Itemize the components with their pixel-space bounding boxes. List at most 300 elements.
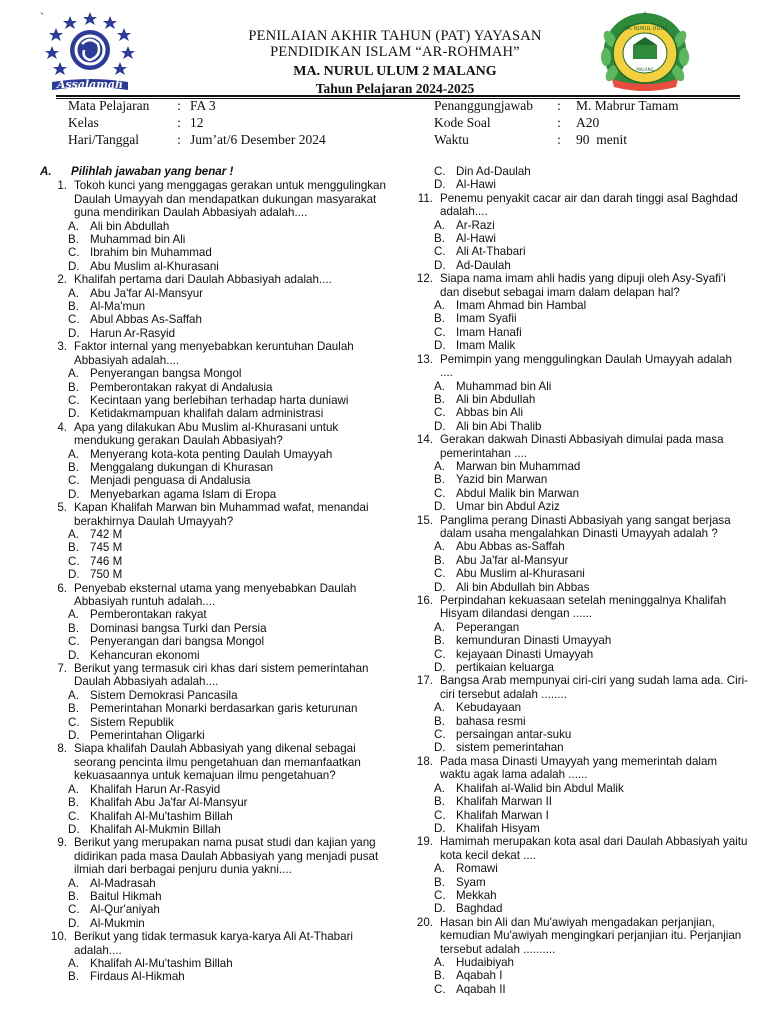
answer-option[interactable]: [402, 822, 748, 835]
option-letter: A.: [434, 379, 445, 393]
school-logo-left: [42, 10, 138, 94]
exam-header: [180, 28, 610, 97]
info-colon: :: [557, 115, 561, 130]
option-letter: B.: [68, 300, 79, 314]
answer-option[interactable]: [36, 233, 386, 246]
question-number-text: 2.: [57, 273, 67, 287]
option-text: Al-Ma'mun: [90, 300, 146, 314]
option-text: Al-Qur'aniyah: [90, 903, 160, 917]
option-text: Pemerintahan Oligarki: [90, 729, 205, 743]
question-item: [402, 835, 748, 915]
info-label: Penanggungjawab: [434, 98, 533, 113]
option-letter: C.: [68, 313, 80, 327]
answer-option[interactable]: [402, 634, 748, 647]
question-text: Faktor internal yang menyebabkan keruntuhan Daulah Abbasiyah adalah....: [74, 340, 354, 367]
option-letter: B.: [68, 380, 79, 394]
option-text: Ali bin Abdullah: [456, 392, 536, 406]
question-item: [36, 662, 386, 742]
option-text: Ar-Razi: [456, 218, 495, 232]
question-item: [402, 916, 748, 996]
info-colon: :: [177, 115, 181, 130]
option-text: Aqabah I: [456, 969, 503, 983]
answer-option[interactable]: [402, 460, 748, 473]
option-letter: A.: [434, 299, 445, 313]
question-row: [402, 674, 748, 701]
option-text: Din Ad-Daulah: [456, 165, 531, 178]
info-value: FA 3: [190, 98, 216, 113]
answer-option[interactable]: [402, 554, 748, 567]
option-text: Sistem Demokrasi Pancasila: [90, 688, 238, 702]
question-item: [36, 582, 386, 662]
option-text: Pemberontakan rakyat di Andalusia: [90, 380, 273, 394]
section-title: Pilihlah jawaban yang benar !: [71, 165, 234, 178]
question-number: [402, 674, 433, 701]
answer-option[interactable]: [36, 716, 386, 729]
answer-option[interactable]: [402, 393, 748, 406]
answer-option[interactable]: [36, 313, 386, 326]
answer-option[interactable]: [36, 474, 386, 487]
option-letter: B.: [68, 233, 79, 247]
answer-option[interactable]: [36, 729, 386, 742]
option-text: Kebudayaan: [456, 701, 522, 715]
option-text: Imam Hanafi: [456, 325, 522, 339]
question-row: [402, 594, 748, 621]
option-letter: D.: [434, 419, 446, 433]
option-letter: B.: [68, 460, 79, 474]
option-letter: C.: [434, 165, 446, 178]
header-line-2: PENDIDIKAN ISLAM “AR-ROHMAH”: [270, 44, 520, 60]
option-letter: A.: [434, 862, 445, 876]
question-number-text: 18.: [416, 754, 433, 768]
option-letter: B.: [434, 875, 445, 889]
logo-right-text: MA. NURUL ULUM: [623, 26, 667, 32]
option-letter: A.: [68, 367, 79, 381]
answer-option[interactable]: [36, 877, 386, 890]
option-text: Ali bin Abdullah bin Abbas: [456, 580, 590, 594]
option-text: Abbas bin Ali: [456, 406, 524, 420]
answer-option[interactable]: [36, 246, 386, 259]
question-text: Perpindahan kekuasaan setelah meninggalnya Khalifah Hisyam dilandasi dengan ......: [440, 594, 727, 621]
option-text: Umar bin Abdul Aziz: [456, 500, 560, 514]
option-letter: C.: [68, 715, 80, 729]
question-text: Penyebab eksternal utama yang menyebabkan Daulah Abbasiyah runtuh adalah....: [74, 581, 357, 608]
answer-option[interactable]: [36, 541, 386, 554]
question-number: [402, 835, 433, 862]
answer-option[interactable]: [36, 461, 386, 474]
question-text: Siapa khalifah Daulah Abbasiyah yang dikenal sebagai seorang pencinta ilmu pengetahuan dan memanfaatkan kekuasaannya untuk kemajuan ilmu pengetahuan?: [74, 742, 361, 783]
question-item: [402, 674, 748, 754]
question-number-text: 8.: [57, 742, 67, 756]
question-number-text: 20.: [416, 915, 433, 929]
option-text: Menyerang kota-kota penting Daulah Umayyah: [90, 447, 333, 461]
question-text: Bangsa Arab mempunyai ciri-ciri yang sudah lama ada. Ciri-ciri tersebut adalah ........: [440, 674, 749, 701]
question-row: [402, 192, 748, 219]
question-item: [36, 340, 386, 420]
option-text: Ali At-Thabari: [456, 245, 526, 259]
question-text: Kapan Khalifah Marwan bin Muhammad wafat, menandai berakhirnya Daulah Umayyah?: [74, 501, 369, 528]
option-text: 742 M: [90, 527, 123, 541]
option-text: Hudaibiyah: [456, 955, 515, 969]
answer-option[interactable]: [36, 327, 386, 340]
question-text: Gerakan dakwah Dinasti Abbasiyah dimulai pada masa pemerintahan ....: [440, 433, 724, 460]
answer-option[interactable]: [402, 500, 748, 513]
option-text: Ali bin Abi Thalib: [456, 419, 542, 433]
option-text: Mekkah: [456, 888, 497, 902]
info-penanggungjawab: [434, 97, 679, 114]
question-number-text: 17.: [416, 674, 433, 688]
question-number: [36, 340, 67, 367]
question-text: Siapa nama imam ahli hadis yang dipuji oleh Asy-Syafi'i dan disebut sebagai imam dalam delapan hal?: [440, 272, 726, 299]
option-text: bahasa resmi: [456, 714, 526, 728]
school-logo-right: [600, 9, 690, 97]
option-letter: A.: [68, 447, 79, 461]
answer-option[interactable]: [402, 701, 748, 714]
option-letter: A.: [434, 459, 445, 473]
answer-option[interactable]: [402, 581, 748, 594]
question-number-text: 12.: [416, 272, 433, 286]
option-text: Firdaus Al-Hikmah: [90, 970, 185, 984]
option-letter: B.: [68, 970, 79, 984]
question-text: Tokoh kunci yang menggagas gerakan untuk menggulingkan Daulah Umayyah dan mendapatkan dukungan masyarakat guna mendirikan Daulah Abbasiyah adalah....: [74, 179, 386, 220]
answer-option[interactable]: [402, 567, 748, 580]
answer-option[interactable]: [402, 299, 748, 312]
answer-option[interactable]: [402, 902, 748, 915]
option-text: persaingan antar-suku: [456, 728, 572, 742]
questions-column-right: [402, 165, 748, 996]
option-text: Peperangan: [456, 620, 520, 634]
logo-left-text: Assalamah: [56, 78, 124, 91]
option-letter: C.: [434, 245, 446, 259]
question-number-text: 3.: [57, 340, 67, 354]
answer-option[interactable]: [402, 889, 748, 902]
option-text: Muhammad bin Ali: [90, 233, 186, 247]
question-number: [402, 192, 433, 219]
option-letter: D.: [68, 729, 80, 743]
answer-option[interactable]: [36, 448, 386, 461]
option-letter: A.: [68, 688, 79, 702]
question-row: [402, 755, 748, 782]
answer-option[interactable]: [36, 796, 386, 809]
option-text: Kecintaan yang berlebihan terhadap harta duniawi: [90, 393, 349, 407]
question-item: [36, 742, 386, 836]
question-row: [402, 916, 748, 956]
option-letter: A.: [434, 218, 445, 232]
option-letter: D.: [434, 178, 446, 192]
question-number: [402, 433, 433, 460]
question-text: Hasan bin Ali dan Mu'awiyah mengadakan perjanjian, kemudian Mu'awiyah mengingkari perjanjian itu. Perjanjian tersebut adalah ..........: [440, 915, 742, 956]
option-text: Menggalang dukungan di Khurasan: [90, 460, 274, 474]
question-number-text: 13.: [416, 352, 433, 366]
question-number-text: 14.: [416, 433, 433, 447]
question-number-text: 1.: [57, 179, 67, 193]
option-letter: B.: [434, 969, 445, 983]
option-text: Baghdad: [456, 902, 503, 916]
option-text: Imam Syafii: [456, 312, 517, 326]
question-text: Berikut yang termasuk ciri khas dari sistem pemerintahan Daulah Abbasiyah adalah....: [74, 662, 369, 689]
option-text: Syam: [456, 875, 486, 889]
answer-option[interactable]: [402, 219, 748, 232]
option-text: Penyerangan dari bangsa Mongol: [90, 635, 265, 649]
section-letter: A.: [40, 165, 52, 178]
option-letter: C.: [434, 486, 446, 500]
answer-option[interactable]: [36, 407, 386, 420]
question-item: [36, 421, 386, 501]
option-text: Imam Ahmad bin Hambal: [456, 299, 587, 313]
option-letter: C.: [68, 809, 80, 823]
option-text: Al-Mukmin: [90, 916, 145, 930]
answer-option[interactable]: [36, 689, 386, 702]
question-row: [402, 353, 748, 380]
answer-option[interactable]: [36, 917, 386, 930]
questions-column-left: [36, 165, 386, 984]
answer-option[interactable]: [402, 876, 748, 889]
option-text: Al-Hawi: [456, 178, 496, 192]
question-text: Berikut yang tidak termasuk karya-karya Ali At-Thabari adalah....: [74, 930, 354, 957]
option-letter: A.: [434, 701, 445, 715]
option-letter: A.: [434, 955, 445, 969]
answer-option[interactable]: [402, 956, 748, 969]
answer-option[interactable]: [36, 220, 386, 233]
info-colon: :: [557, 132, 561, 147]
option-letter: C.: [434, 982, 446, 996]
question-number: [402, 755, 433, 782]
answer-option[interactable]: [36, 608, 386, 621]
question-number: [402, 272, 433, 299]
answer-option[interactable]: [402, 983, 748, 996]
option-letter: D.: [434, 821, 446, 835]
option-letter: D.: [434, 580, 446, 594]
option-letter: D.: [434, 500, 446, 514]
question-number-text: 9.: [57, 836, 67, 850]
answer-option[interactable]: [402, 621, 748, 634]
answer-option[interactable]: [36, 568, 386, 581]
answer-option[interactable]: [402, 473, 748, 486]
question-text: Pada masa Dinasti Umayyah yang memerintah dalam waktu agak lama adalah ......: [440, 754, 718, 782]
info-colon: :: [557, 98, 561, 113]
answer-option[interactable]: [36, 287, 386, 300]
answer-option[interactable]: [36, 970, 386, 983]
option-text: sistem pemerintahan: [456, 741, 564, 755]
option-letter: D.: [68, 822, 80, 836]
option-letter: C.: [68, 393, 80, 407]
answer-option[interactable]: [36, 903, 386, 916]
option-text: Ali bin Abdullah: [90, 219, 170, 233]
question-item: [402, 433, 748, 513]
option-text: Khalifah Marwan II: [456, 795, 553, 809]
answer-option[interactable]: [402, 339, 748, 352]
question-number-text: 19.: [416, 835, 433, 849]
answer-option[interactable]: [36, 488, 386, 501]
question-row: [36, 742, 386, 782]
option-letter: C.: [68, 635, 80, 649]
answer-option[interactable]: [402, 782, 748, 795]
option-text: 746 M: [90, 554, 123, 568]
question-text: Pemimpin yang menggulingkan Daulah Umayyah adalah ....: [440, 352, 732, 380]
question-row: [36, 179, 386, 219]
option-letter: D.: [68, 916, 80, 930]
answer-option[interactable]: [36, 300, 386, 313]
answer-option[interactable]: [36, 635, 386, 648]
question-text: Khalifah pertama dari Daulah Abbasiyah adalah....: [74, 273, 332, 287]
question-number: [36, 662, 67, 689]
option-text: Khalifah al-Walid bin Abdul Malik: [456, 781, 624, 795]
answer-option[interactable]: [36, 260, 386, 273]
answer-option[interactable]: [36, 957, 386, 970]
option-text: Kehancuran ekonomi: [90, 648, 200, 662]
answer-option[interactable]: [36, 555, 386, 568]
info-hari: [68, 131, 326, 148]
question-item: [36, 501, 386, 581]
option-letter: B.: [434, 634, 445, 648]
answer-option[interactable]: [36, 890, 386, 903]
option-text: kemunduran Dinasti Umayyah: [456, 634, 612, 648]
option-letter: A.: [68, 876, 79, 890]
answer-option[interactable]: [402, 728, 748, 741]
question-item: [36, 836, 386, 930]
answer-option[interactable]: [402, 232, 748, 245]
question-item: [402, 353, 748, 433]
answer-option[interactable]: [402, 312, 748, 325]
option-letter: B.: [68, 796, 79, 810]
question-row: [36, 582, 386, 609]
answer-option[interactable]: [36, 702, 386, 715]
option-letter: C.: [68, 246, 80, 260]
answer-option[interactable]: [36, 810, 386, 823]
question-row: [36, 662, 386, 689]
question-number-text: 11.: [417, 191, 433, 205]
option-letter: B.: [434, 714, 445, 728]
answer-option[interactable]: [402, 795, 748, 808]
option-text: Harun Ar-Rasyid: [90, 326, 176, 340]
question-text: Panglima perang Dinasti Abbasiyah yang sangat berjasa dalam usaha mengalahkan Dinasti Umayyah adalah ?: [440, 513, 731, 540]
answer-option[interactable]: [36, 394, 386, 407]
option-text: Khalifah Al-Mukmin Billah: [90, 822, 221, 836]
answer-option[interactable]: [36, 783, 386, 796]
question-row: [402, 514, 748, 541]
answer-option[interactable]: [402, 809, 748, 822]
logo-right-city: MALANG: [636, 67, 654, 72]
answer-option[interactable]: [402, 380, 748, 393]
answer-option[interactable]: [36, 367, 386, 380]
info-label: Kelas: [68, 115, 99, 130]
question-number-text: 15.: [416, 513, 433, 527]
option-letter: C.: [434, 567, 446, 581]
option-text: Pemberontakan rakyat: [90, 608, 207, 622]
option-letter: A.: [68, 286, 79, 300]
option-letter: A.: [68, 782, 79, 796]
answer-option[interactable]: [36, 381, 386, 394]
option-letter: A.: [68, 219, 79, 233]
option-letter: D.: [68, 259, 80, 273]
option-letter: B.: [434, 232, 445, 246]
option-letter: D.: [68, 568, 80, 582]
option-text: 745 M: [90, 541, 123, 555]
option-text: Aqabah II: [456, 982, 506, 996]
option-letter: D.: [68, 407, 80, 421]
info-value: Jum’at/6 Desember 2024: [190, 132, 326, 147]
option-letter: A.: [434, 620, 445, 634]
question-text: Hamimah merupakan kota asal dari Daulah Abbasiyah yaitu kota kecil dekat ....: [440, 835, 748, 862]
header-line-1: PENILAIAN AKHIR TAHUN (PAT) YAYASAN: [248, 28, 542, 44]
option-letter: B.: [68, 621, 79, 635]
option-text: kejayaan Dinasti Umayyah: [456, 647, 594, 661]
option-text: Romawi: [456, 862, 498, 876]
answer-option[interactable]: [402, 420, 748, 433]
answer-option[interactable]: [402, 259, 748, 272]
option-text: Abdul Malik bin Marwan: [456, 486, 580, 500]
question-row: [36, 340, 386, 367]
option-letter: A.: [68, 956, 79, 970]
answer-option[interactable]: [402, 715, 748, 728]
info-value: M. Mabrur Tamam: [576, 98, 679, 113]
section-heading: [36, 165, 386, 178]
option-text: Ibrahim bin Muhammad: [90, 246, 212, 260]
answer-option[interactable]: [402, 406, 748, 419]
question-item: [402, 272, 748, 352]
answer-option[interactable]: [36, 823, 386, 836]
option-letter: A.: [68, 608, 79, 622]
answer-option[interactable]: [402, 969, 748, 982]
answer-option[interactable]: [402, 326, 748, 339]
option-letter: C.: [434, 728, 446, 742]
option-text: Abu Ja'far al-Mansyur: [456, 553, 569, 567]
answer-option[interactable]: [402, 487, 748, 500]
question-text: Penemu penyakit cacar air dan darah tinggi asal Baghdad adalah....: [440, 191, 738, 219]
info-label: Waktu: [434, 132, 469, 147]
answer-option[interactable]: [402, 165, 748, 178]
answer-option[interactable]: [402, 648, 748, 661]
option-text: Khalifah Al-Mu'tashim Billah: [90, 956, 233, 970]
option-letter: A.: [434, 781, 445, 795]
answer-option[interactable]: [402, 862, 748, 875]
question-number: [402, 916, 433, 956]
option-letter: D.: [434, 339, 446, 353]
option-text: 750 M: [90, 568, 123, 582]
school-name: MA. NURUL ULUM 2 MALANG: [293, 64, 497, 79]
question-row: [402, 272, 748, 299]
option-letter: D.: [434, 902, 446, 916]
question-row: [36, 930, 386, 957]
question-number: [36, 273, 67, 286]
academic-year: Tahun Pelajaran 2024-2025: [315, 81, 475, 96]
option-text: Menjadi penguasa di Andalusia: [90, 474, 251, 488]
info-kode-soal: [434, 114, 599, 131]
info-mapel: [68, 97, 216, 114]
answer-option[interactable]: [402, 540, 748, 553]
answer-option[interactable]: [402, 245, 748, 258]
option-letter: D.: [68, 326, 80, 340]
option-letter: A.: [68, 527, 79, 541]
option-letter: D.: [68, 648, 80, 662]
info-label: Mata Pelajaran: [68, 98, 150, 113]
option-text: Khalifah Marwan I: [456, 808, 549, 822]
answer-option[interactable]: [402, 741, 748, 754]
question-text: Apa yang dilakukan Abu Muslim al-Khurasani untuk mendukung gerakan Daulah Abbasiyah?: [74, 420, 339, 448]
answer-option[interactable]: [36, 649, 386, 662]
question-item: [36, 273, 386, 340]
option-text: Dominasi bangsa Turki dan Persia: [90, 621, 267, 635]
answer-option[interactable]: [36, 528, 386, 541]
answer-option[interactable]: [36, 622, 386, 635]
option-text: Al-Hawi: [456, 232, 496, 246]
question-number: [36, 836, 67, 876]
answer-option[interactable]: [402, 178, 748, 191]
continued-options: [402, 165, 748, 192]
answer-option[interactable]: [402, 661, 748, 674]
option-letter: D.: [434, 661, 446, 675]
option-text: Yazid bin Marwan: [456, 473, 548, 487]
question-text: Berikut yang merupakan nama pusat studi dan kajian yang didirikan pada masa Daulah Abbasiyah yang menjadi pusat ilmiah dari berbagai penjuru dunia yakni....: [74, 836, 379, 877]
